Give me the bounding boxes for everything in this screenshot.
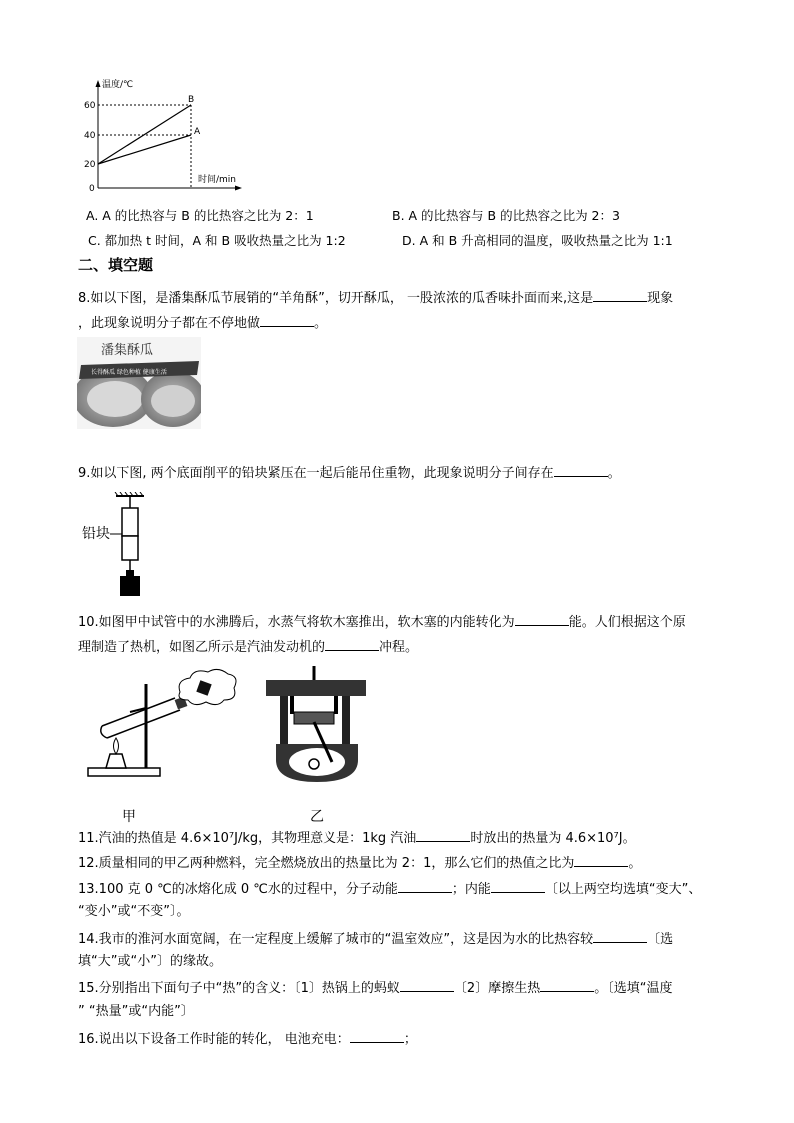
q10-text-a: 10.如图甲中试管中的水沸腾后，水蒸气将软木塞推出，软木塞的内能转化为: [78, 615, 515, 630]
q10-blank-2[interactable]: [325, 637, 379, 651]
q10-text-d: 冲程。: [379, 640, 419, 655]
test-tube: [101, 698, 180, 738]
exhaust-valve: [334, 696, 338, 714]
cylinder-head: [266, 680, 366, 696]
q13-text-a: 13.100 克 0 ℃的冰熔化成 0 ℃水的过程中，分子动能: [78, 882, 398, 897]
q12-blank[interactable]: [574, 853, 628, 867]
option-c: C. 都加热 t 时间，A 和 B 吸收热量之比为 1:2: [88, 233, 346, 248]
melon-image-title: 潘集酥瓜: [101, 343, 154, 358]
caption-jia: 甲: [122, 809, 136, 825]
q10-line2: [78, 637, 418, 657]
option-a: A. A 的比热容与 B 的比热容之比为 2：1: [86, 208, 314, 223]
q11-text-b: 时放出的热量为 4.6×10⁷J。: [470, 831, 636, 846]
chart-ylabel: 温度/℃: [102, 80, 134, 90]
q12-text-b: 。: [628, 856, 642, 871]
q11-blank[interactable]: [416, 828, 470, 842]
intake-valve: [290, 696, 294, 714]
caption-yi: 乙: [310, 809, 324, 825]
series-a-line: [98, 135, 191, 164]
q14-text-b: 〔选: [647, 932, 674, 947]
q15-text-b: 〔2〕摩擦生热: [453, 981, 541, 996]
y-axis-arrow: [96, 80, 101, 87]
q9-blank[interactable]: [554, 463, 608, 477]
melon-image: [77, 337, 201, 429]
melon-left-flesh: [87, 381, 143, 417]
q8-line1: [78, 288, 673, 308]
q13-line2: [78, 903, 189, 921]
q10-text-b: 能。人们根据这个原: [568, 615, 686, 630]
series-b-label: B: [188, 95, 195, 105]
q8-line2: [78, 313, 327, 333]
q8-text-b: 现象: [647, 291, 674, 306]
q10-text-c: 理制造了热机，如图乙所示是汽油发动机的: [78, 640, 326, 655]
melon-right-flesh: [151, 385, 195, 417]
q15-text-d: ” “热量”或“内能”〕: [78, 1004, 194, 1019]
q16-text-b: ；: [403, 1032, 417, 1047]
q9-text: 9.如以下图, 两个底面削平的铅块紧压在一起后能吊住重物，此现象说明分子间存在: [78, 466, 554, 481]
q9-end: 。: [607, 466, 621, 481]
q12-line: [78, 853, 641, 873]
q15-blank-1[interactable]: [400, 978, 454, 992]
q13-line1: [78, 879, 701, 899]
q15-line2: [78, 1003, 194, 1021]
q16-line: [78, 1029, 417, 1049]
chart-xlabel: 时间/min: [198, 175, 237, 185]
crankshaft: [309, 759, 319, 769]
q9-line: [78, 463, 621, 483]
test-tube-figure: [80, 668, 240, 786]
alcohol-lamp: [106, 754, 126, 768]
option-d: D. A 和 B 升高相同的温度，吸收热量之比为 1:1: [402, 233, 673, 248]
q12-text-a: 12.质量相同的甲乙两种燃料，完全燃烧放出的热量比为 2：1，那么它们的热值之比为: [78, 856, 575, 871]
weight: [120, 576, 140, 596]
q15-text-a: 15.分别指出下面句子中“热”的含义：〔1〕热锅上的蚂蚁: [78, 981, 400, 996]
ytick-60: 60: [84, 101, 96, 111]
stand-base: [88, 768, 160, 776]
cylinder-right-wall: [342, 696, 350, 746]
ytick-0: 0: [89, 184, 95, 194]
lead-blocks-figure: [80, 492, 170, 600]
weight-neck: [126, 570, 134, 576]
q8-text-a: 8.如以下图，是潘集酥瓜节展销的“羊角酥”，切开酥瓜， 一股浓浓的瓜香味扑面而来,这是: [78, 291, 594, 306]
temperature-time-chart: [80, 76, 250, 196]
cylinder-left-wall: [280, 696, 288, 746]
q8-text-c: ，此现象说明分子都在不停地做: [78, 316, 261, 331]
q13-text-c: 〔以上两空均选填“变大”、: [544, 882, 702, 897]
engine-figure: [262, 664, 372, 786]
option-b: B. A 的比热容与 B 的比热容之比为 2：3: [392, 208, 620, 223]
q14-line2: [78, 953, 222, 971]
q14-line1: [78, 929, 673, 949]
lead-label: 铅块: [82, 526, 110, 542]
q10-line1: [78, 612, 686, 632]
x-axis-arrow: [235, 186, 242, 191]
q15-text-c: 。〔选填“温度: [594, 981, 673, 996]
q11-line: [78, 828, 636, 848]
q14-text-a: 14.我市的淮河水面宽阔，在一定程度上缓解了城市的“温室效应”，这是因为水的比热容较: [78, 932, 594, 947]
q11-text-a: 11.汽油的热值是 4.6×10⁷J/kg，其物理意义是：1kg 汽油: [78, 831, 417, 846]
melon-banner-text: 长得酥瓜 绿色种植 健康生活: [91, 369, 167, 376]
lead-block-upper: [122, 508, 138, 536]
q13-text-b: ；内能: [451, 882, 491, 897]
lead-block-lower: [122, 536, 138, 560]
flame: [114, 738, 119, 754]
q13-blank-1[interactable]: [398, 879, 452, 893]
q14-text-c: 填“大”或“小”〕的缘故。: [78, 954, 222, 969]
q15-blank-2[interactable]: [540, 978, 594, 992]
ytick-40: 40: [84, 131, 96, 141]
q16-text-a: 16.说出以下设备工作时能的转化， 电池充电：: [78, 1032, 350, 1047]
q14-blank[interactable]: [593, 929, 647, 943]
q15-line1: [78, 978, 672, 998]
q10-blank-1[interactable]: [515, 612, 569, 626]
series-a-label: A: [194, 127, 201, 137]
ytick-20: 20: [84, 160, 96, 170]
q16-blank[interactable]: [350, 1029, 404, 1043]
q8-text-d: 。: [314, 316, 328, 331]
section-title: 二、填空题: [78, 256, 154, 274]
q8-blank-1[interactable]: [593, 288, 647, 302]
q8-blank-2[interactable]: [260, 313, 314, 327]
q13-blank-2[interactable]: [491, 879, 545, 893]
q13-text-d: “变小”或“不变”〕。: [78, 904, 190, 919]
